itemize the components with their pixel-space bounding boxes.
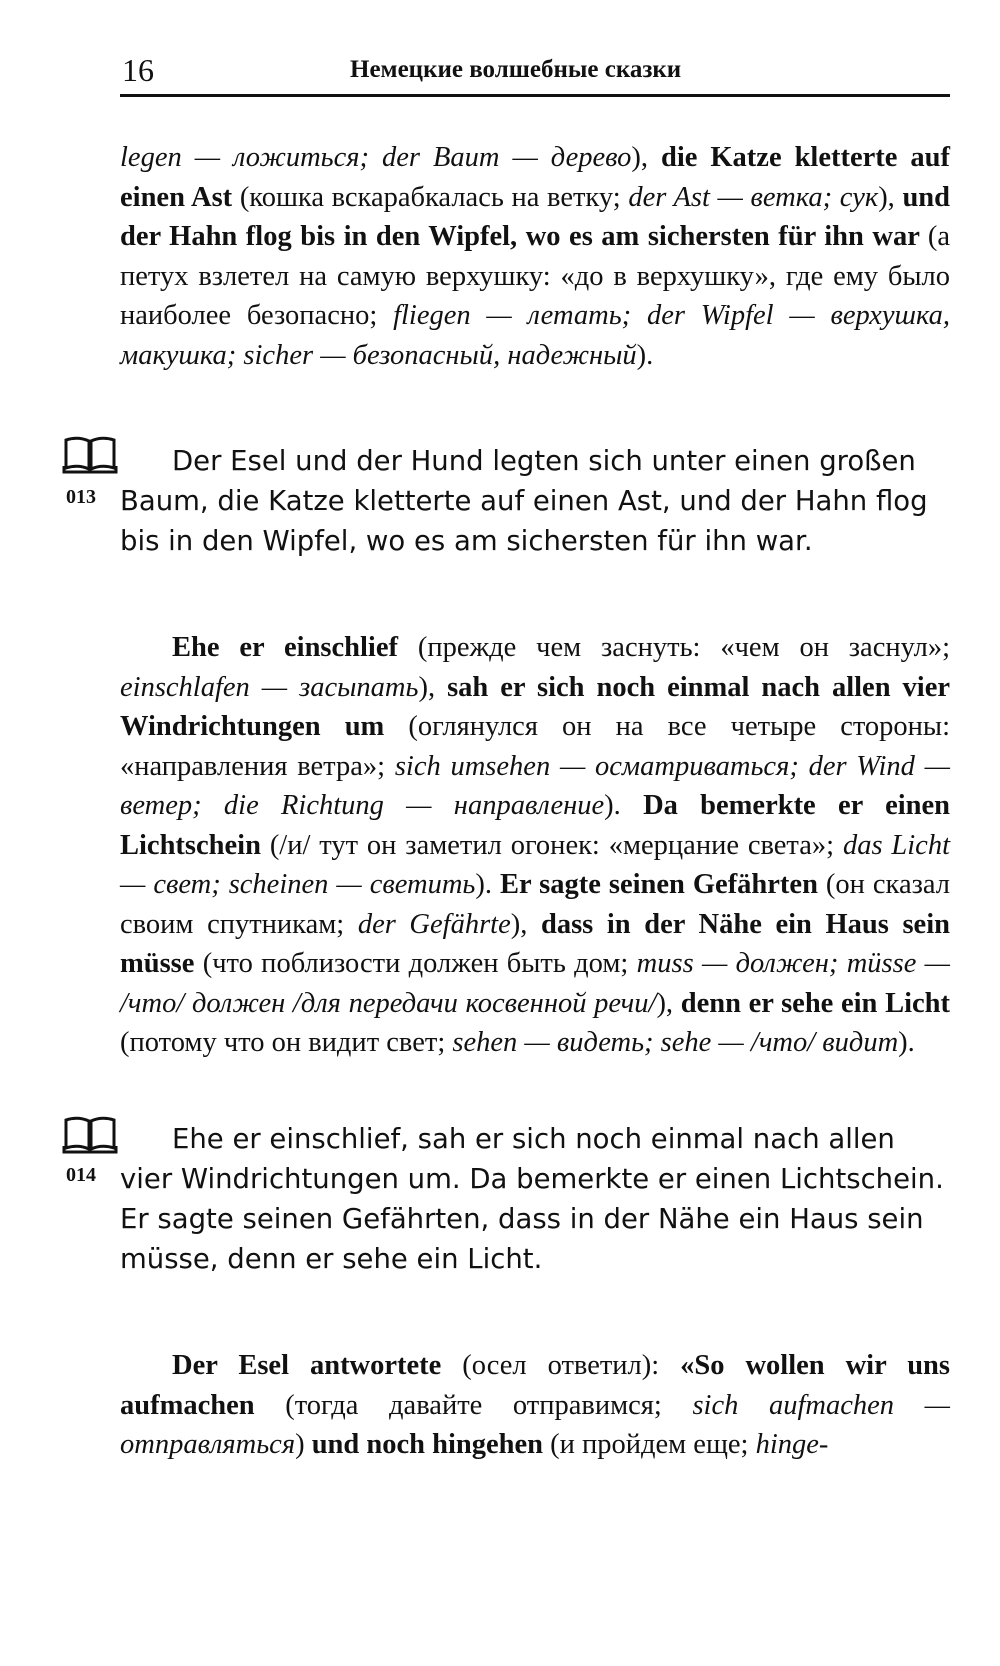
translation-text: (и пройдем еще; <box>550 1429 756 1460</box>
german-phrase: und der Hahn flog bis in den Wipfel, wo es am sichersten für ihn war <box>120 181 951 252</box>
book-audio-icon <box>62 436 118 474</box>
translation-text: ). <box>604 790 644 821</box>
translation-text: (кошка вскарабкалась на ветку; <box>239 181 629 213</box>
translation-text: ), <box>878 181 903 213</box>
translation-text: (потому что он видит свет; <box>120 1027 453 1058</box>
german-phrase: «So wollen wir uns aufmachen <box>120 1350 950 1421</box>
german-phrase: die Katze kletterte auf einen Ast <box>120 142 950 213</box>
translation-text: ). <box>475 869 501 900</box>
german-phrase: Der Esel antwortete <box>172 1350 463 1381</box>
vocab-paragraph-2 <box>120 628 950 1063</box>
translation-text: ). <box>636 339 654 371</box>
vocab-gloss: sich umsehen — осматриваться; der Wind — ветер; die Richtung — направление <box>120 750 950 821</box>
translation-text: (осел ответил): <box>462 1350 681 1381</box>
audio-text-2: Ehe er einschlief, sah er sich noch einmal nach allen vier Windrichtungen um. Da bemerkte er einen Lichtschein. Er sagte seinen Gefährten, dass in der Nähe ein Haus sein müsse, denn er sehe ein Licht. <box>120 1123 944 1275</box>
translation-text: (а петух взлетел на самую верхушку: «до в верхушку», где ему было наиболее безопасно; <box>120 221 950 331</box>
vocab-gloss: legen — ложиться; der Baum — дерево <box>120 142 632 173</box>
translation-text: (что поблизости должен быть дом; <box>202 948 637 979</box>
translation-text: (тогда давайте отправимся; <box>285 1389 693 1421</box>
running-title: Немецкие волшебные сказки <box>350 56 682 83</box>
german-phrase: dass in der Nähe ein Haus sein müsse <box>120 908 950 979</box>
vocab-paragraph-1 <box>120 138 950 375</box>
vocab-paragraph-3 <box>120 1346 950 1465</box>
translation-text: ), <box>418 671 448 703</box>
vocab-gloss: der Ast — ветка; сук <box>628 181 879 213</box>
translation-text: (оглянулся он на все четыре стороны: «направления ветра»; <box>120 711 950 782</box>
vocab-gloss: sehen — видеть; sehe — /что/ видит <box>452 1027 899 1058</box>
german-phrase: sah er sich noch einmal nach allen vier Windrichtungen um <box>120 671 950 742</box>
vocab-gloss: hinge- <box>755 1429 829 1460</box>
translation-text: (он сказал своим спутникам; <box>120 869 950 940</box>
translation-text: ). <box>898 1027 915 1058</box>
audio-text-1: Der Esel und der Hund legten sich unter einen großen Baum, die Katze kletterte auf einen Ast, und der Hahn flog bis in den Wipfel, wo es am sichersten für ihn war. <box>120 445 928 557</box>
track-number-014: 014 <box>66 1164 96 1186</box>
vocab-gloss: das Licht — свет; scheinen — светить <box>120 829 950 900</box>
vocab-gloss: muss — должен; müsse — /что/ должен /для передачи косвенной речи/ <box>120 948 950 1019</box>
translation-text: ) <box>295 1429 312 1460</box>
book-audio-icon <box>62 1116 118 1154</box>
german-phrase: und noch hingehen <box>311 1429 551 1460</box>
page-header <box>120 48 950 97</box>
translation-text: ), <box>510 908 541 940</box>
page-number: 16 <box>122 52 154 88</box>
vocab-gloss: einschlafen — засыпать <box>120 671 419 703</box>
german-phrase: Ehe er einschlief <box>172 632 418 663</box>
translation-text: (прежде чем заснуть: «чем он заснул»; <box>417 632 951 663</box>
vocab-gloss: der Gefährte <box>357 908 511 940</box>
translation-text: ), <box>631 142 661 173</box>
translation-text: (/и/ тут он заметил огонек: «мерцание света»; <box>269 829 843 861</box>
vocab-gloss: fliegen — летать; der Wipfel — верхушка, макушка; sicher — безопасный, надежный <box>120 300 950 371</box>
track-number-013: 013 <box>66 486 96 508</box>
german-phrase: Er sagte seinen Gefährten <box>500 869 826 900</box>
german-phrase: denn er sehe ein Licht <box>680 987 951 1019</box>
vocab-gloss: sich aufmachen — отправляться <box>120 1389 950 1460</box>
german-phrase: Da bemerkte er einen Lichtschein <box>120 790 950 861</box>
translation-text: ), <box>656 987 681 1019</box>
